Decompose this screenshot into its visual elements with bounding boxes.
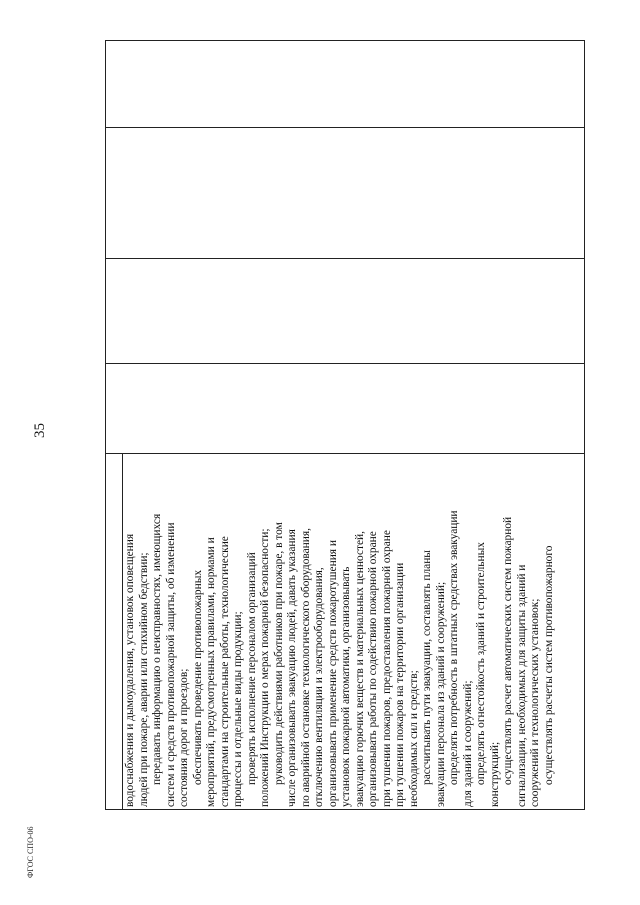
text-line: обеспечивать проведение противопожарных: [191, 569, 204, 785]
text-line: организовывать применение средств пожаротушения и: [326, 540, 339, 807]
text-line: числе организовывать эвакуацию людей, давать указания: [286, 529, 298, 807]
text-line: организовывать работы по содействию пожарной охране: [367, 531, 379, 807]
text-line: необходимых сил и средств;: [407, 670, 420, 807]
text-line: стандартами на строительные работы, технологические: [218, 536, 231, 807]
text-line: водоснабжения и дымоудаления, установок оповещения: [124, 533, 136, 807]
table-column-empty: [106, 363, 584, 453]
text-line: передавать информацию о неисправностях, имеющихся: [151, 513, 163, 785]
text-line: определять потребность в штатных средствах эвакуации: [448, 510, 460, 785]
text-line: конструкций;: [488, 741, 501, 807]
text-line: сигнализации, необходимых для защиты зданий и: [515, 564, 528, 807]
text-line: состояния дорог и проездов;: [178, 668, 190, 807]
requirements-table: [105, 40, 585, 810]
text-line: людей при пожаре, аварии или стихийном бедствии;: [137, 552, 150, 807]
text-line: сооружений и технологических установок;: [529, 598, 541, 807]
text-line: мероприятий, предусмотренных правилами, нормами и: [205, 537, 217, 807]
text-line: определять огнестойкость зданий и строительных: [475, 542, 487, 785]
text-line: для зданий и сооружений;: [461, 680, 474, 807]
text-line: по аварийной остановке технологического оборудования,: [299, 528, 312, 807]
text-line: процессы и отдельные виды продукции;: [232, 611, 244, 807]
text-line: эвакуацию горючих веществ и материальных ценностей,: [353, 531, 366, 807]
text-line: положений Инструкции о мерах пожарной безопасности;: [259, 528, 271, 807]
text-line: рассчитывать пути эвакуации, составлять планы: [421, 550, 433, 785]
table-column-empty: [106, 127, 584, 258]
text-line: при тушении пожаров, предоставления пожарной охране: [380, 530, 393, 807]
table-column-text: [106, 453, 584, 809]
text-line: осуществлять расчеты систем противопожарного: [542, 545, 555, 785]
text-line: отключению вентиляции и электрооборудования,: [313, 567, 325, 807]
text-line: при тушении пожаров на территории организации: [394, 562, 406, 807]
table-column-empty: [106, 258, 584, 363]
text-line: руководить действиями работников при пожаре, в том: [272, 522, 285, 785]
text-line: осуществлять расчет автоматических систем пожарной: [502, 516, 514, 785]
table-cell-empty: [106, 454, 123, 809]
text-line: проверять исполнение персоналом организаций: [245, 552, 258, 785]
table-column-empty: [106, 39, 584, 127]
page-number: 35: [32, 423, 48, 438]
rotated-content: [105, 40, 585, 810]
footer-code: ФГОС СПО-06: [26, 826, 35, 878]
text-line: эвакуации персонала из зданий и сооружений;: [434, 581, 447, 807]
text-line: установок пожарной автоматики, организовывать: [340, 566, 352, 807]
text-line: систем и средств противопожарной защиты, об изменении: [164, 522, 177, 807]
requirements-text: [124, 457, 584, 807]
